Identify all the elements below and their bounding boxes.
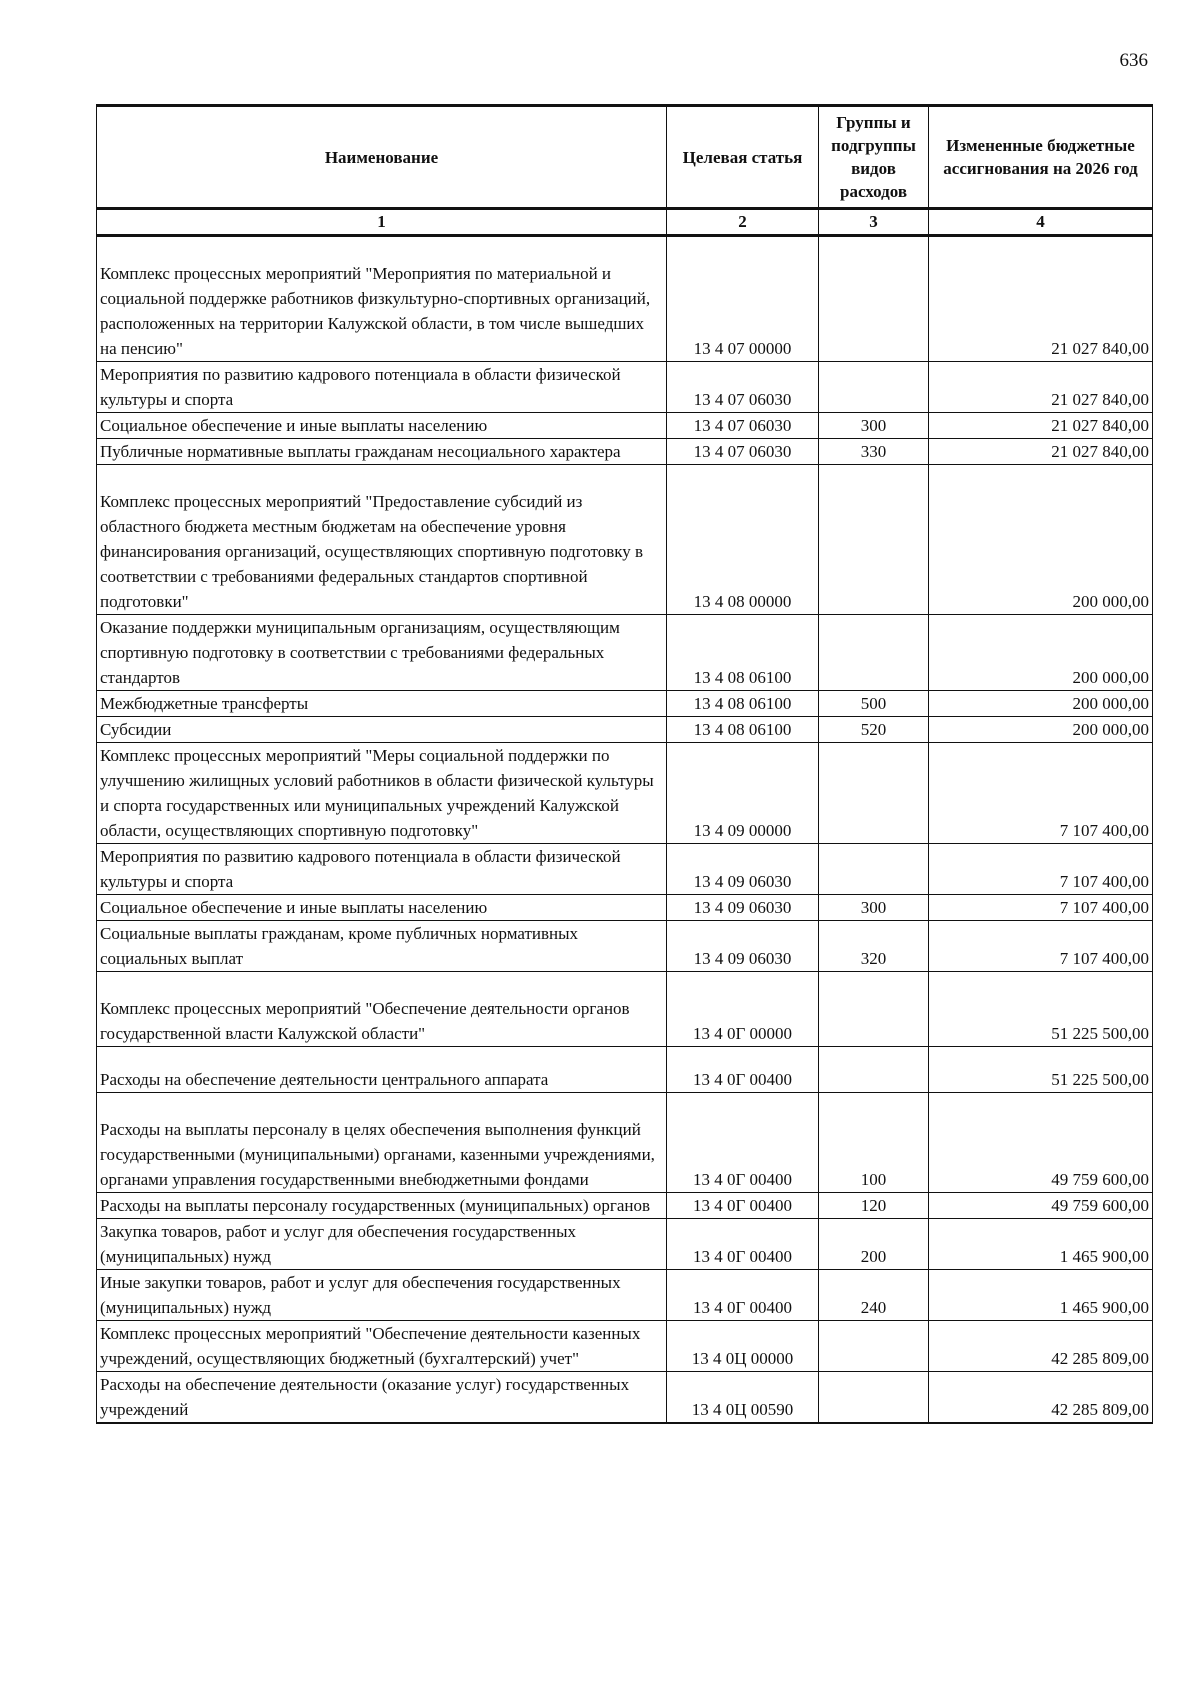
row-amount: 21 027 840,00 xyxy=(929,362,1153,413)
row-code: 13 4 0Г 00400 xyxy=(667,1047,819,1093)
row-code: 13 4 09 00000 xyxy=(667,743,819,844)
row-code: 13 4 09 06030 xyxy=(667,844,819,895)
row-group xyxy=(819,972,929,1047)
column-number-row xyxy=(97,209,1153,236)
table-row xyxy=(97,1372,1153,1424)
row-name: Субсидии xyxy=(97,717,667,743)
row-name: Комплекс процессных мероприятий "Предоставление субсидий из областного бюджета местным бюджетам на обеспечение уровня финансирования организаций, осуществляющих спортивную подготовку в соответствии с требованиями федеральных стандартов спортивной подготовки" xyxy=(97,465,667,615)
row-code: 13 4 08 00000 xyxy=(667,465,819,615)
row-group xyxy=(819,465,929,615)
row-name: Расходы на выплаты персоналу в целях обеспечения выполнения функций государственными (муниципальными) органами, казенными учреждениями, органами управления государственными внебюджетными фондами xyxy=(97,1093,667,1193)
row-amount: 21 027 840,00 xyxy=(929,413,1153,439)
table-row xyxy=(97,895,1153,921)
row-code: 13 4 08 06100 xyxy=(667,691,819,717)
row-code: 13 4 0Ц 00590 xyxy=(667,1372,819,1424)
row-name: Расходы на выплаты персоналу государственных (муниципальных) органов xyxy=(97,1193,667,1219)
row-amount: 7 107 400,00 xyxy=(929,921,1153,972)
row-amount: 42 285 809,00 xyxy=(929,1321,1153,1372)
header-name: Наименование xyxy=(97,106,667,209)
row-group: 200 xyxy=(819,1219,929,1270)
row-code: 13 4 09 06030 xyxy=(667,921,819,972)
table-row xyxy=(97,1193,1153,1219)
row-group: 300 xyxy=(819,413,929,439)
row-group: 330 xyxy=(819,439,929,465)
row-amount: 21 027 840,00 xyxy=(929,439,1153,465)
row-name: Комплекс процессных мероприятий "Меры социальной поддержки по улучшению жилищных условий работников в области физической культуры и спорта государственных или муниципальных учреждений Калужской области, осуществляющих спортивную подготовку" xyxy=(97,743,667,844)
row-code: 13 4 07 06030 xyxy=(667,413,819,439)
table-row xyxy=(97,1270,1153,1321)
row-amount: 49 759 600,00 xyxy=(929,1193,1153,1219)
row-name: Комплекс процессных мероприятий "Мероприятия по материальной и социальной поддержке работников физкультурно-спортивных организаций, расположенных на территории Калужской области, в том числе вышедших на пенсию" xyxy=(97,236,667,362)
row-name: Закупка товаров, работ и услуг для обеспечения государственных (муниципальных) нужд xyxy=(97,1219,667,1270)
table-header-row xyxy=(97,106,1153,209)
page-number: 636 xyxy=(1119,50,1148,71)
row-code: 13 4 0Г 00400 xyxy=(667,1093,819,1193)
table-row xyxy=(97,1093,1153,1193)
header-expense-groups: Группы и подгруппы видов расходов xyxy=(819,106,929,209)
row-group: 520 xyxy=(819,717,929,743)
row-group xyxy=(819,1321,929,1372)
row-amount: 21 027 840,00 xyxy=(929,236,1153,362)
row-code: 13 4 07 06030 xyxy=(667,362,819,413)
row-name: Социальное обеспечение и иные выплаты населению xyxy=(97,895,667,921)
row-amount: 200 000,00 xyxy=(929,465,1153,615)
row-code: 13 4 0Г 00000 xyxy=(667,972,819,1047)
row-name: Мероприятия по развитию кадрового потенциала в области физической культуры и спорта xyxy=(97,844,667,895)
column-number-4: 4 xyxy=(929,209,1153,236)
row-group: 240 xyxy=(819,1270,929,1321)
row-group xyxy=(819,844,929,895)
table-row xyxy=(97,717,1153,743)
row-name: Оказание поддержки муниципальным организациям, осуществляющим спортивную подготовку в соответствии с требованиями федеральных стандартов xyxy=(97,615,667,691)
row-amount: 200 000,00 xyxy=(929,615,1153,691)
row-amount: 7 107 400,00 xyxy=(929,895,1153,921)
table-row xyxy=(97,465,1153,615)
row-name: Социальные выплаты гражданам, кроме публичных нормативных социальных выплат xyxy=(97,921,667,972)
row-code: 13 4 0Г 00400 xyxy=(667,1270,819,1321)
row-group: 120 xyxy=(819,1193,929,1219)
row-name: Социальное обеспечение и иные выплаты населению xyxy=(97,413,667,439)
row-name: Межбюджетные трансферты xyxy=(97,691,667,717)
row-code: 13 4 0Ц 00000 xyxy=(667,1321,819,1372)
table-row xyxy=(97,921,1153,972)
row-group: 100 xyxy=(819,1093,929,1193)
table-row xyxy=(97,1047,1153,1093)
budget-table xyxy=(96,104,1153,1424)
column-number-3: 3 xyxy=(819,209,929,236)
row-group: 500 xyxy=(819,691,929,717)
table-row xyxy=(97,362,1153,413)
row-amount: 1 465 900,00 xyxy=(929,1270,1153,1321)
row-code: 13 4 08 06100 xyxy=(667,717,819,743)
row-name: Мероприятия по развитию кадрового потенциала в области физической культуры и спорта xyxy=(97,362,667,413)
row-code: 13 4 08 06100 xyxy=(667,615,819,691)
table-row xyxy=(97,844,1153,895)
row-name: Комплекс процессных мероприятий "Обеспечение деятельности органов государственной власти Калужской области" xyxy=(97,972,667,1047)
row-name: Публичные нормативные выплаты гражданам несоциального характера xyxy=(97,439,667,465)
row-name: Иные закупки товаров, работ и услуг для обеспечения государственных (муниципальных) нужд xyxy=(97,1270,667,1321)
row-name: Расходы на обеспечение деятельности центрального аппарата xyxy=(97,1047,667,1093)
row-code: 13 4 07 00000 xyxy=(667,236,819,362)
row-code: 13 4 09 06030 xyxy=(667,895,819,921)
table-row xyxy=(97,413,1153,439)
table-row xyxy=(97,972,1153,1047)
table-row xyxy=(97,1219,1153,1270)
row-amount: 7 107 400,00 xyxy=(929,743,1153,844)
row-group xyxy=(819,1372,929,1424)
row-code: 13 4 07 06030 xyxy=(667,439,819,465)
table-row xyxy=(97,615,1153,691)
header-amount: Измененные бюджетные ассигнования на 2026 год xyxy=(929,106,1153,209)
row-amount: 42 285 809,00 xyxy=(929,1372,1153,1424)
row-amount: 51 225 500,00 xyxy=(929,1047,1153,1093)
table-row xyxy=(97,439,1153,465)
row-amount: 200 000,00 xyxy=(929,717,1153,743)
row-group xyxy=(819,362,929,413)
row-amount: 1 465 900,00 xyxy=(929,1219,1153,1270)
row-group xyxy=(819,1047,929,1093)
row-amount: 49 759 600,00 xyxy=(929,1093,1153,1193)
table-row xyxy=(97,1321,1153,1372)
table-row xyxy=(97,236,1153,362)
row-code: 13 4 0Г 00400 xyxy=(667,1193,819,1219)
column-number-1: 1 xyxy=(97,209,667,236)
row-code: 13 4 0Г 00400 xyxy=(667,1219,819,1270)
column-number-2: 2 xyxy=(667,209,819,236)
row-name: Расходы на обеспечение деятельности (оказание услуг) государственных учреждений xyxy=(97,1372,667,1424)
row-group: 320 xyxy=(819,921,929,972)
table-row xyxy=(97,691,1153,717)
row-group: 300 xyxy=(819,895,929,921)
row-name: Комплекс процессных мероприятий "Обеспечение деятельности казенных учреждений, осуществляющих бюджетный (бухгалтерский) учет" xyxy=(97,1321,667,1372)
row-group xyxy=(819,236,929,362)
row-group xyxy=(819,615,929,691)
row-amount: 7 107 400,00 xyxy=(929,844,1153,895)
header-target-article: Целевая статья xyxy=(667,106,819,209)
row-group xyxy=(819,743,929,844)
table-row xyxy=(97,743,1153,844)
row-amount: 51 225 500,00 xyxy=(929,972,1153,1047)
row-amount: 200 000,00 xyxy=(929,691,1153,717)
